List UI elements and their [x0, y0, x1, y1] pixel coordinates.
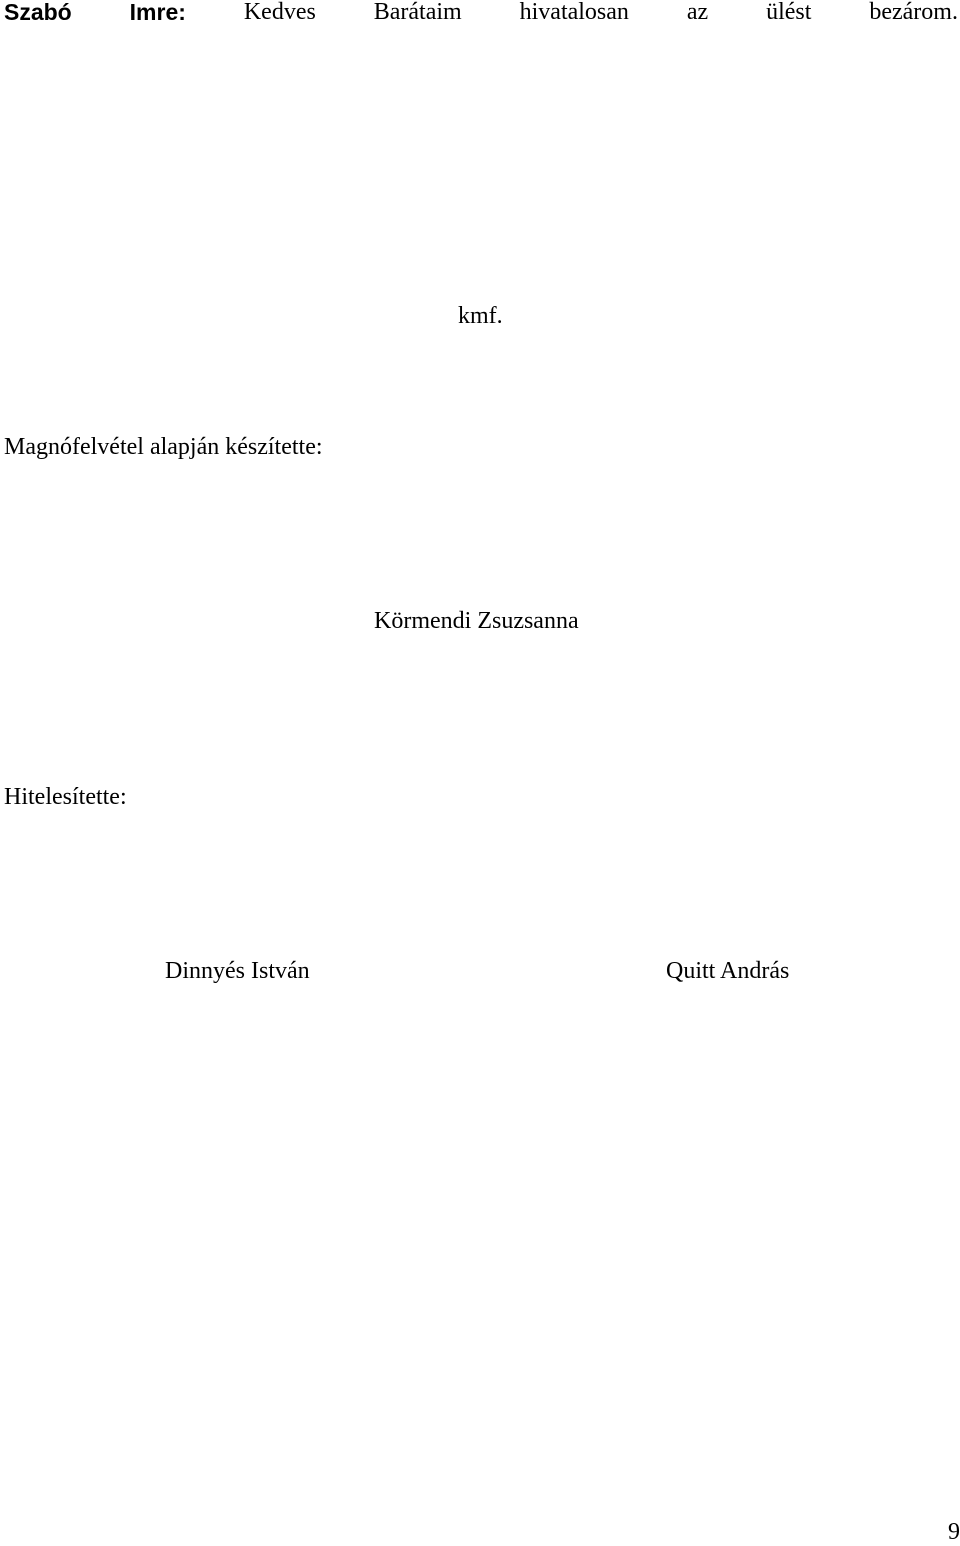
speaker-surname: Szabó [4, 0, 72, 25]
statement-word: bezárom. [869, 0, 958, 25]
statement-word: Barátaim [373, 0, 462, 25]
page-number: 9 [948, 1519, 960, 1545]
speaker-given-name: Imre: [129, 0, 186, 25]
signer-name: Quitt András [666, 958, 790, 984]
kmf-mark: kmf. [458, 303, 503, 329]
statement-word: hivatalosan [519, 0, 629, 25]
signer-name: Dinnyés István [165, 958, 310, 984]
statement-word: az [686, 0, 709, 25]
preparer-name: Körmendi Zsuzsanna [374, 608, 579, 634]
statement-word: ülést [766, 0, 812, 25]
authenticated-by-label: Hitelesítette: [4, 784, 127, 810]
statement-word: Kedves [243, 0, 316, 25]
prepared-by-label: Magnófelvétel alapján készítette: [4, 434, 323, 460]
closing-statement [4, 0, 958, 26]
